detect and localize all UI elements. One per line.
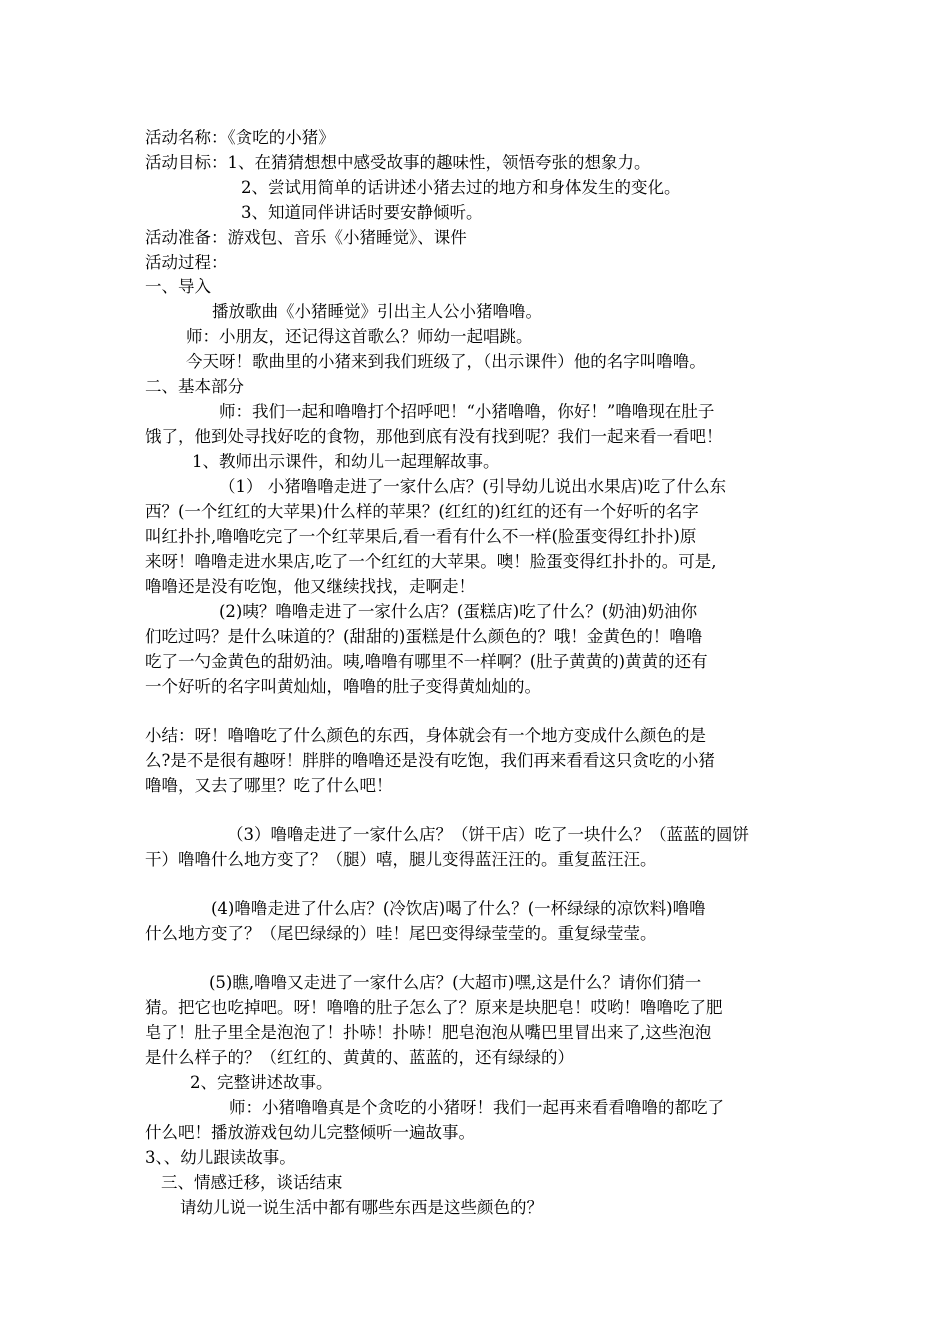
summary-line: 小结：呀！噜噜吃了什么颜色的东西，身体就会有一个地方变成什么颜色的是 [145, 726, 706, 745]
activity-name: 活动名称：《贪吃的小猪》 [145, 128, 335, 147]
preparation: 活动准备：游戏包、音乐《小猪睡觉》、课件 [145, 228, 467, 247]
story-part-5-line: (5)瞧,噜噜又走进了一家什么店？(大超市)嘿,这是什么？请你们猜一 [209, 973, 702, 992]
process-heading: 活动过程： [145, 253, 228, 272]
story-part-3-line: 干）噜噜什么地方变了？（腿）嘻，腿儿变得蓝汪汪的。重复蓝汪汪。 [145, 850, 657, 869]
step-3-heading: 3、、幼儿跟读故事。 [145, 1148, 296, 1167]
story-part-4-line: (4)噜噜走进了什么店？(冷饮店)喝了什么？(一杯绿绿的凉饮料)噜噜 [211, 899, 706, 918]
goal-1: 活动目标：1、在猜猜想想中感受故事的趣味性，领悟夸张的想象力。 [145, 153, 651, 172]
step-2-paragraph-line: 师：小猪噜噜真是个贪吃的小猪呀！我们一起再来看看噜噜的都吃了 [229, 1098, 724, 1117]
story-part-1-line: 来呀！噜噜走进水果店,吃了一个红红的大苹果。噢！脸蛋变得红扑扑的。可是, [145, 552, 717, 571]
section-1-paragraph: 今天呀！歌曲里的小猪来到我们班级了，（出示课件）他的名字叫噜噜。 [186, 352, 706, 371]
story-part-1-line: 西？(一个红红的大苹果)什么样的苹果？(红红的)红红的还有一个好听的名字 [145, 502, 699, 521]
section-1-paragraph: 师：小朋友，还记得这首歌么？师幼一起唱跳。 [186, 327, 533, 346]
section-1-heading: 一、导入 [145, 277, 211, 296]
step-2-heading: 2、完整讲述故事。 [190, 1073, 333, 1092]
story-part-1-line: 叫红扑扑,噜噜吃完了一个红苹果后,看一看有什么不一样(脸蛋变得红扑扑)原 [145, 527, 697, 546]
step-1-heading: 1、教师出示课件，和幼儿一起理解故事。 [192, 452, 500, 471]
story-part-3-line: （3）噜噜走进了一家什么店？（饼干店）吃了一块什么？（蓝蓝的圆饼 [227, 825, 749, 844]
story-part-2-line: 一个好听的名字叫黄灿灿，噜噜的肚子变得黄灿灿的。 [145, 677, 541, 696]
section-1-paragraph: 播放歌曲《小猪睡觉》引出主人公小猪噜噜。 [212, 302, 542, 321]
goal-3: 3、知道同伴讲话时要安静倾听。 [241, 203, 483, 222]
story-part-2-line: 们吃过吗？是什么味道的？(甜甜的)蛋糕是什么颜色的？哦！金黄色的！噜噜 [145, 627, 703, 646]
step-2-paragraph-line: 什么吧！播放游戏包幼儿完整倾听一遍故事。 [145, 1123, 475, 1142]
story-part-4-line: 什么地方变了？（尾巴绿绿的）哇！尾巴变得绿莹莹的。重复绿莹莹。 [145, 924, 657, 943]
section-3-heading: 三、情感迁移，谈话结束 [161, 1173, 343, 1192]
story-part-2-line: (2)咦？噜噜走进了一家什么店？(蛋糕店)吃了什么？(奶油)奶油你 [219, 602, 698, 621]
story-part-1-line: （1） 小猪噜噜走进了一家什么店？(引导幼儿说出水果店)吃了什么东 [219, 477, 727, 496]
story-part-5-line: 是什么样子的？（红红的、黄黄的、蓝蓝的，还有绿绿的） [145, 1048, 574, 1067]
story-part-5-line: 皂了！肚子里全是泡泡了！扑哧！扑哧！肥皂泡泡从嘴巴里冒出来了,这些泡泡 [145, 1023, 712, 1042]
section-2-heading: 二、基本部分 [145, 377, 244, 396]
story-part-5-line: 猜。把它也吃掉吧。呀！噜噜的肚子怎么了？原来是块肥皂！哎哟！噜噜吃了肥 [145, 998, 723, 1017]
story-part-2-line: 吃了一勺金黄色的甜奶油。咦,噜噜有哪里不一样啊？(肚子黄黄的)黄黄的还有 [145, 652, 708, 671]
section-3-paragraph: 请幼儿说一说生活中都有哪些东西是这些颜色的？ [180, 1198, 543, 1217]
section-2-intro-line: 师：我们一起和噜噜打个招呼吧！“小猪噜噜，你好！”噜噜现在肚子 [219, 402, 715, 421]
goal-2: 2、尝试用简单的话讲述小猪去过的地方和身体发生的变化。 [241, 178, 681, 197]
story-part-1-line: 噜噜还是没有吃饱，他又继续找找，走啊走！ [145, 577, 475, 596]
summary-line: 噜噜，又去了哪里？吃了什么吧！ [145, 776, 393, 795]
section-2-intro-line: 饿了，他到处寻找好吃的食物，那他到底有没有找到呢？我们一起来看一看吧！ [145, 427, 723, 446]
summary-line: 么?是不是很有趣呀！胖胖的噜噜还是没有吃饱，我们再来看看这只贪吃的小猪 [145, 751, 715, 770]
